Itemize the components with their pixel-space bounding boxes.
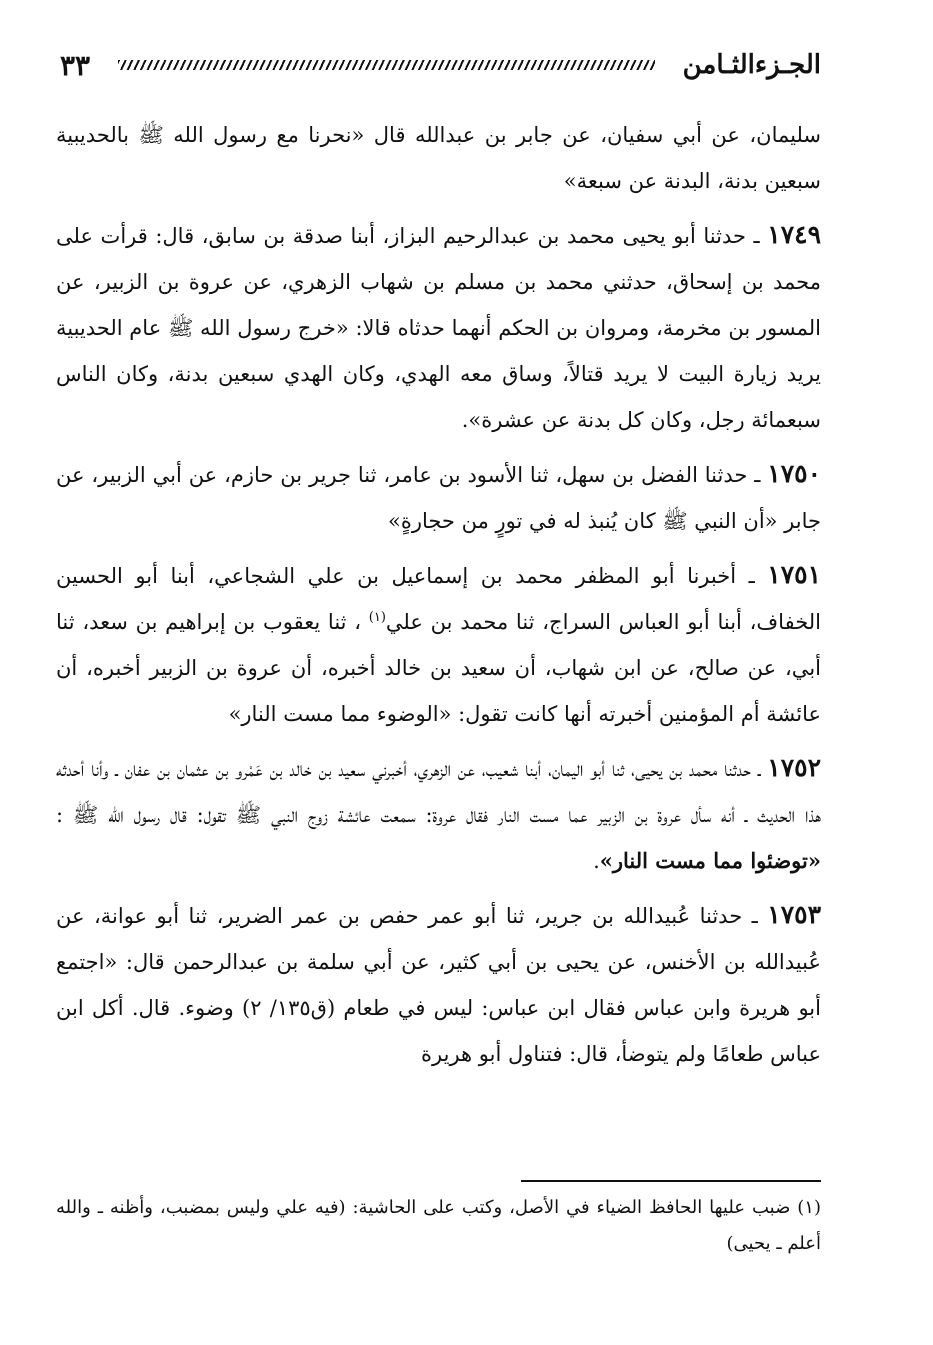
part-title: الجـزءالثـامن (682, 50, 821, 80)
hadith-text: ـ حدثنا الفضل بن سهل، ثنا الأسود بن عامر، ثنا جرير بن حازم، عن أبي الزبير، عن جابر «أن النبي ﷺ كان يُنبذ له في تورٍ من حجارةٍ» (56, 463, 821, 533)
hadith-number: ١٧٤٩ (767, 220, 821, 249)
hadith-quote: «توضئوا مما مست النار» (599, 848, 821, 873)
hadith-number: ١٧٥٠ (767, 459, 821, 488)
hadith-number: ١٧٥١ (767, 560, 821, 589)
hadith-number: ١٧٥٣ (767, 900, 821, 929)
hadith-text: ـ حدثنا أبو يحيى محمد بن عبدالرحيم البزاز، أبنا صدقة بن سابق، قال: قرأت على محمد بن إسحاق، حدثني محمد بن مسلم بن شهاب الزهري، عن عروة بن الزبير، عن المسور بن مخرمة، ومروان بن الحكم أنهما حدثاه قالا: «خرج رسول الله ﷺ عام الحديبية يريد زيارة البيت لا يريد قتالاً، وساق معه الهدي، وكان الهدي سبعين بدنة، وكان الناس سبعمائة رجل، وكان كل بدنة عن عشرة». (56, 224, 821, 432)
hadith-text: ـ حدثنا محمد بن يحيى، ثنا أبو اليمان، أبنا شعيب، عن الزهري، أخبرني سعيد بن خالد بن عَمْرو بن عثمان بن عفان ـ وأنا أحدثه هذا الحديث ـ أنه سأل عروة بن الزبير عما مست النار فقال عروة: سمعت عائشة زوج النبي ﷺ تقول: قال رسول الله ﷺ : (56, 757, 821, 827)
header-rule (118, 60, 655, 70)
page-body (56, 112, 821, 1085)
hadith-1753 (56, 892, 821, 1077)
hadith-text-end: . (593, 849, 600, 873)
paragraph-text: سليمان، عن أبي سفيان، عن جابر بن عبدالله قال «نحرنا مع رسول الله ﷺ بالحديبية سبعين بدنة، البدنة عن سبعة» (56, 123, 821, 193)
hadith-1752 (56, 745, 821, 884)
hadith-text: ـ أخبرنا أبو المظفر محمد بن إسماعيل بن علي الشجاعي، أبنا أبو الحسين الخفاف، أبنا أبو العباس السراج، ثنا محمد بن علي (56, 564, 821, 634)
page-header (60, 40, 821, 90)
hadith-text-continued: ، ثنا يعقوب بن إبراهيم بن سعد، ثنا أبي، عن صالح، عن ابن شهاب، أن سعيد بن خالد أخبره، أن عروة بن الزبير أخبره، أن عائشة أم المؤمنين أخبرته أنها كانت تقول: «الوضوء مما مست النار» (56, 610, 821, 726)
hadith-1749 (56, 212, 821, 443)
hadith-1750 (56, 451, 821, 544)
footnote-divider (521, 1180, 821, 1182)
paragraph (56, 112, 821, 204)
hadith-text: ـ حدثنا عُبيدالله بن جرير، ثنا أبو عمر حفص بن عمر الضرير، ثنا أبو عوانة، عن عُبيدالله بن الأخنس، عن يحيى بن أبي كثير، عن أبي سلمة بن عبدالرحمن قال: «اجتمع أبو هريرة وابن عباس فقال ابن عباس: ليس في طعام (ق١٣٥/ ٢) وضوء. قال. أكل ابن عباس طعامًا ولم يتوضأ، قال: فتناول أبو هريرة (56, 904, 821, 1066)
hadith-number: ١٧٥٢ (767, 753, 821, 782)
hadith-1751 (56, 552, 821, 737)
footnote: (١) ضبب عليها الحافظ الضياء في الأصل، وكتب على الحاشية: (فيه علي وليس بمضبب، وأظنه ـ والله أعلم ـ يحيى) (56, 1197, 821, 1254)
footnote-marker: (١) (368, 610, 386, 625)
page-number: ٣٣ (60, 48, 91, 82)
